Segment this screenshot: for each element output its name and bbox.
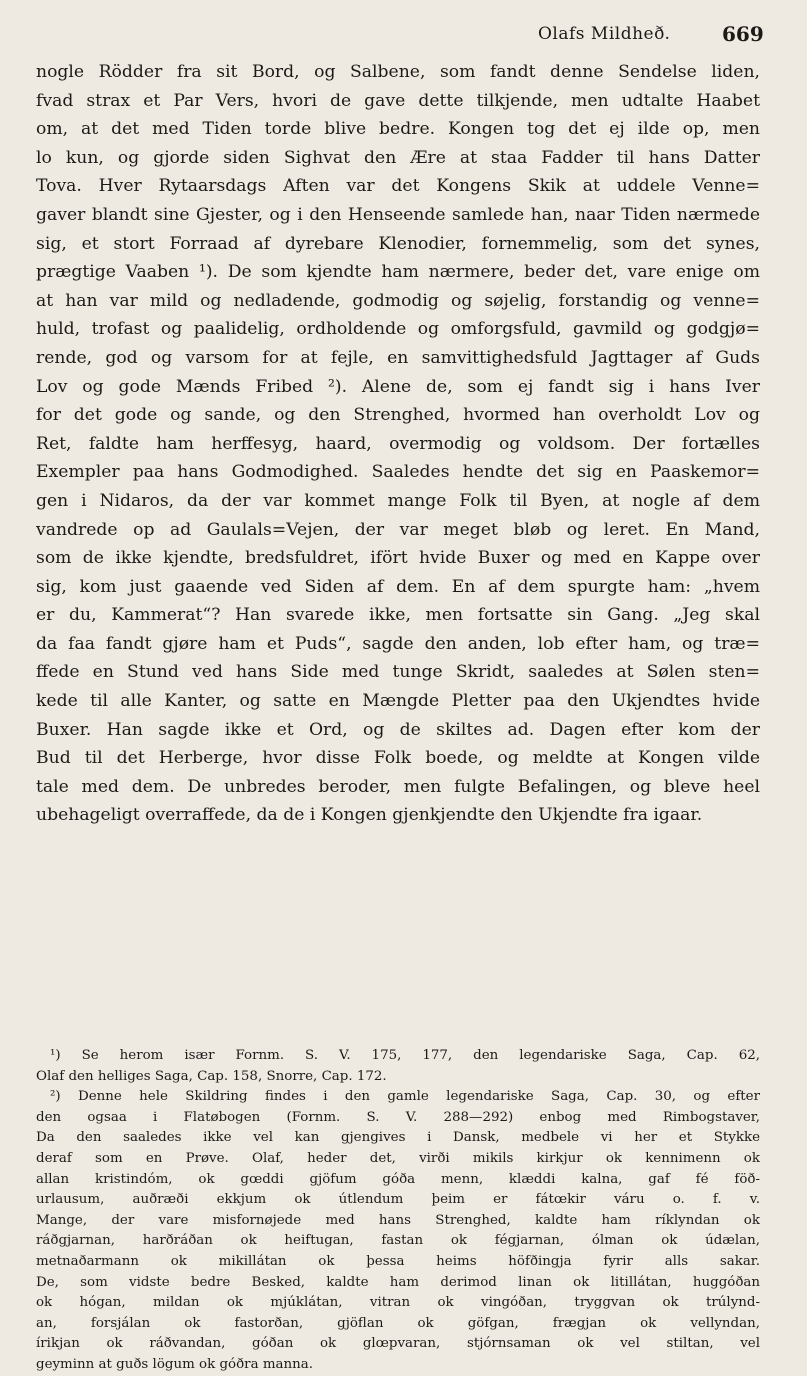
footnote-line: Da den saaledes ikke vel kan gjengives i Dansk, medbele vi her et Stykke: [36, 1130, 760, 1146]
text-line: at han var mild og nedladende, godmodig og søjelig, forstandig og venne=: [36, 290, 760, 311]
footnote-line: Olaf den helliges Saga, Cap. 158, Snorre, Cap. 172.: [36, 1068, 387, 1084]
text-line: om, at det med Tiden torde blive bedre. Kongen tog det ej ilde op, men: [36, 119, 760, 140]
footnote: [36, 1087, 760, 1375]
paragraph: [36, 58, 760, 830]
main-text: [36, 58, 760, 830]
text-line: Tova. Hver Rytaarsdags Aften var det Kongens Skik at uddele Venne=: [36, 176, 760, 197]
text-line: som de ikke kjendte, bredsfuldret, ifört hvide Buxer og med en Kappe over: [36, 548, 760, 569]
text-line: tale med dem. De unbredes beroder, men fulgte Befalingen, og bleve heel: [36, 776, 760, 797]
footnote-line: an, forsjálan ok fastorðan, gjöflan ok göfgan, frægjan ok vellyndan,: [36, 1315, 760, 1331]
text-line: nogle Rödder fra sit Bord, og Salbene, som fandt denne Sendelse liden,: [36, 62, 760, 82]
footnotes: [36, 1046, 760, 1376]
footnote-line: metnaðarmann ok mikillátan ok þessa heims höfðingja fyrir alls sakar.: [36, 1253, 760, 1269]
text-line: sig, kom just gaaende ved Siden af dem. En af dem spurgte ham: „hvem: [36, 576, 760, 597]
footnote-line: [36, 1046, 760, 1067]
page-header: [0, 22, 807, 52]
text-line: vandrede op ad Gaulals=Vejen, der var meget bløb og leret. En Mand,: [36, 519, 760, 540]
footnote-line: urlausum, auðræði ekkjum ok útlendum þeim er fátœkir váru o. f. v.: [36, 1192, 760, 1208]
footnote-line: geyminn at guðs lögum ok góðra manna.: [36, 1356, 313, 1372]
text-line: kede til alle Kanter, og satte en Mængde Pletter paa den Ukjendtes hvide: [36, 691, 760, 712]
text-line: da faa fandt gjøre ham et Puds“, sagde den anden, lob efter ham, og træ=: [36, 633, 760, 654]
footnote-line: Mange, der vare misfornøjede med hans Strenghed, kaldte ham ríklyndan ok: [36, 1212, 760, 1228]
text-line: Bud til det Herberge, hvor disse Folk boede, og meldte at Kongen vilde: [36, 748, 760, 769]
text-line: gaver blandt sine Gjester, og i den Henseende samlede han, naar Tiden nærmede: [36, 204, 760, 225]
footnote-line: [36, 1087, 760, 1108]
text-line: ubehageligt overraffede, da de i Kongen gjenkjendte den Ukjendte fra igaar.: [36, 805, 703, 826]
text-line: Buxer. Han sagde ikke et Ord, og de skiltes ad. Dagen efter kom der: [36, 719, 760, 740]
footnote-marker: ²): [50, 1089, 61, 1105]
page-number: 669: [722, 22, 764, 46]
text-line: sig, et stort Forraad af dyrebare Klenodier, fornemmelig, som det synes,: [36, 233, 760, 254]
footnote-line: deraf som en Prøve. Olaf, heder det, virði mikils kirkjur ok kennimenn ok: [36, 1150, 760, 1166]
running-head: Olafs Mildheð.: [538, 24, 671, 44]
footnote-marker: ¹): [50, 1048, 61, 1063]
footnote: [36, 1046, 760, 1087]
footnote-line: írikjan ok ráðvandan, góðan ok glœpvaran, stjórnsaman ok vel stiltan, vel: [36, 1336, 760, 1352]
text-line: for det gode og sande, og den Strenghed, hvormed han overholdt Lov og: [36, 405, 760, 426]
text-line: gen i Nidaros, da der var kommet mange Folk til Byen, at nogle af dem: [36, 490, 760, 511]
text-line: er du, Kammerat“? Han svarede ikke, men fortsatte sin Gang. „Jeg skal: [36, 605, 760, 626]
text-line: rende, god og varsom for at fejle, en samvittighedsfuld Jagttager af Guds: [36, 347, 760, 368]
footnote-line: ok hógan, mildan ok mjúklátan, vitran ok vingóðan, tryggvan ok trúlynd-: [36, 1295, 760, 1311]
text-line: ffede en Stund ved hans Side med tunge Skridt, saaledes at Sølen sten=: [36, 662, 760, 683]
footnote-text: Se herom især Fornm. S. V. 175, 177, den legendariske Saga, Cap. 62,: [81, 1048, 760, 1063]
text-line: fvad strax et Par Vers, hvori de gave dette tilkjende, men udtalte Haabet: [36, 90, 760, 111]
text-line: Ret, faldte ham herffesyg, haard, overmodig og voldsom. Der fortælles: [36, 433, 760, 454]
footnote-text: Denne hele Skildring findes i den gamle legendariske Saga, Cap. 30, og efter: [77, 1089, 760, 1105]
footnote-line: De, som vidste bedre Besked, kaldte ham derimod linan ok litillátan, huggóðan: [36, 1274, 760, 1290]
footnote-line: allan kristindóm, ok gœddi gjöfum góða menn, klæddi kalna, gaf fé föð-: [36, 1171, 760, 1187]
text-line: lo kun, og gjorde siden Sighvat den Ære at staa Fadder til hans Datter: [36, 147, 760, 168]
text-line: Lov og gode Mænds Fribed ²). Alene de, som ej fandt sig i hans Iver: [36, 376, 760, 397]
text-line: prægtige Vaaben ¹). De som kjendte ham nærmere, beder det, vare enige om: [36, 262, 760, 283]
footnote-line: ráðgjarnan, harðráðan ok heiftugan, fastan ok fégjarnan, ólman ok údælan,: [36, 1233, 760, 1249]
text-line: Exempler paa hans Godmodighed. Saaledes hendte det sig en Paaskemor=: [36, 462, 760, 483]
footnote-line: den ogsaa i Flatøbogen (Fornm. S. V. 288—292) enbog med Rimbogstaver,: [36, 1109, 760, 1125]
text-line: huld, trofast og paalidelig, ordholdende og omforgsfuld, gavmild og godgjø=: [36, 319, 760, 340]
